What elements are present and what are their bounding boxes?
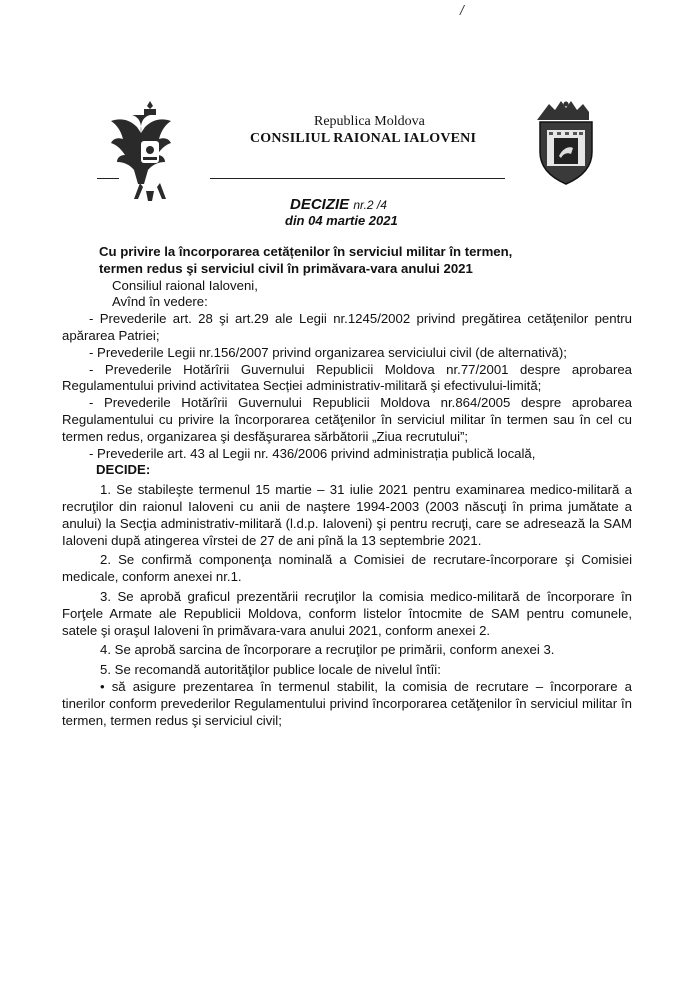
- decision-title-word: DECIZIE: [290, 196, 350, 213]
- ialoveni-district-coat-of-arms-icon: [535, 98, 597, 188]
- consideration-item: - Prevederile Hotărîrii Guvernului Republicii Moldova nr.77/2001 despre aprobarea Regulamentului privind activitatea Secției administrativ-militară şi efectivului-limită;: [62, 361, 632, 394]
- intro-council: Consiliul raional Ialoveni,: [112, 277, 258, 293]
- consideration-item: - Prevederile art. 28 şi art.29 ale Legii nr.1245/2002 privind pregătirea cetăţenilor pentru apărarea Patriei;: [62, 311, 632, 343]
- corner-pen-mark: /: [460, 2, 464, 18]
- consideration-item: - Prevederile Legii nr.156/2007 privind organizarea serviciului civil (de alternativă);: [89, 344, 567, 360]
- subject-line-1: Cu privire la încorporarea cetățenilor în serviciul militar în termen,: [99, 244, 513, 259]
- moldova-coat-of-arms-icon: [110, 95, 190, 205]
- decision-point: 4. Se aprobă sarcina de încorporare a recruţilor pe primării, conform anexei 3.: [100, 642, 555, 658]
- consideration-item: - Prevederile art. 43 al Legii nr. 436/2006 privind administrația publică locală,: [89, 445, 536, 461]
- intro-considering: Avînd în vedere:: [112, 294, 208, 310]
- decision-date: din 04 martie 2021: [285, 213, 398, 228]
- decision-point: 1. Se stabileşte termenul 15 martie – 31 iulie 2021 pentru examinarea medico-militară a recruţilor din raionul Ialoveni cu anii de naştere 1994-2003 (2003 născuţi în prima jumătate a anului) la Secţia administrativ-militară (l.d.p. Ialoveni) şi pentru recruţi, care se adresează la SAM Ialoveni după atingerea vîrstei de 27 de ani pînă la 13 septembrie 2021.: [62, 482, 632, 548]
- decision-point: 2. Se confirmă componenţa nominală a Comisiei de recrutare-încorporare şi Comisiei medicale, conform anexei nr.1.: [62, 552, 632, 585]
- decision-point: 3. Se aprobă graficul prezentării recruţilor la comisia medico-militară de încorporare în Forţele Armate ale Republicii Moldova, conform listelor întocmite de SAM pentru comunele, satele şi oraşul Ialoveni în primăvara-vara anului 2021, conform anexei 2.: [62, 588, 632, 638]
- decision-point: 5. Se recomandă autorităţilor publice locale de nivelul întîi:: [100, 662, 441, 678]
- header-divider-short: [97, 178, 119, 179]
- consideration-item: - Prevederile Hotărîrii Guvernului Republicii Moldova nr.864/2005 despre aprobarea Regulamentului cu privire la încorporarea cetăţenilor în serviciul militar în termen sau în cel cu termen redus, organizarea şi desfăşurarea sărbătorii „Ziua recrutului”;: [62, 395, 632, 444]
- decides-label: DECIDE:: [96, 462, 151, 478]
- header-council: CONSILIUL RAIONAL IALOVENI: [250, 131, 477, 146]
- subject-line-2: termen redus şi serviciul civil în primăvara-vara anului 2021: [99, 260, 473, 276]
- document-body: [62, 244, 632, 729]
- decision-title: [290, 196, 387, 213]
- header-country: Republica Moldova: [314, 114, 425, 129]
- decision-number: nr.2 /4: [353, 198, 387, 212]
- header-divider-long: [210, 178, 505, 179]
- recommendation-bullet: • să asigure prezentarea în termenul stabilit, la comisia de recrutare – încorporare a tinerilor conform prevederilor Regulamentului privind încorporarea cetăţenilor în serviciul militar în termen, termen redus şi serviciul civil;: [62, 678, 632, 728]
